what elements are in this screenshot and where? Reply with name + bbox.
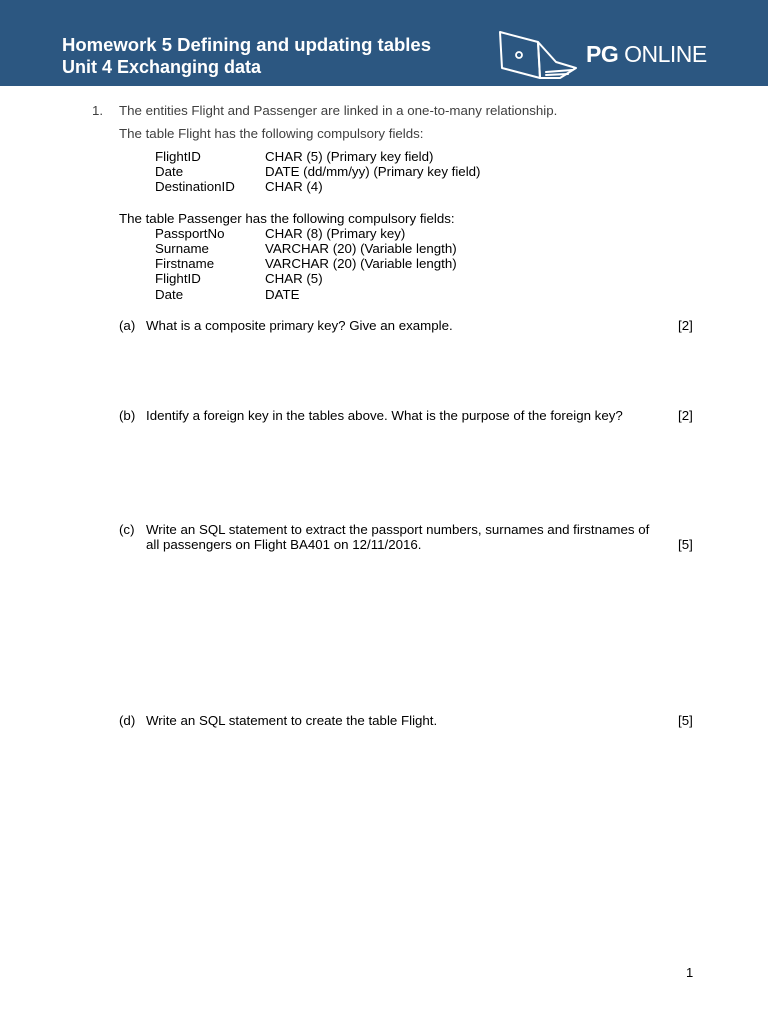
part-marks: [5] <box>678 537 693 552</box>
field-name: Date <box>155 164 184 179</box>
field-type: VARCHAR (20) (Variable length) <box>265 256 457 271</box>
part-text: What is a composite primary key? Give an example. <box>146 318 453 333</box>
document-subtitle: Unit 4 Exchanging data <box>62 57 262 77</box>
part-label: (d) <box>119 713 136 728</box>
flight-table-intro: The table Flight has the following compulsory fields: <box>119 126 424 141</box>
part-label: (c) <box>119 522 135 537</box>
part-text: Write an SQL statement to create the table Flight. <box>146 713 438 728</box>
field-name: DestinationID <box>155 179 235 194</box>
brand-logo <box>586 41 707 68</box>
part-marks: [2] <box>678 408 693 423</box>
question-intro: The entities Flight and Passenger are linked in a one-to-many relationship. <box>119 103 558 118</box>
field-type: CHAR (5) (Primary key field) <box>265 149 434 164</box>
part-label: (a) <box>119 318 136 333</box>
field-type: VARCHAR (20) (Variable length) <box>265 241 457 256</box>
part-text: Identify a foreign key in the tables above. What is the purpose of the foreign key? <box>146 408 623 423</box>
page-number: 1 <box>686 965 694 980</box>
field-type: CHAR (4) <box>265 179 323 194</box>
logo-rest-text: ONLINE <box>618 41 707 67</box>
field-type: DATE <box>265 287 300 302</box>
part-label: (b) <box>119 408 136 423</box>
field-name: FlightID <box>155 149 201 164</box>
field-type: CHAR (8) (Primary key) <box>265 226 406 241</box>
laptop-icon <box>494 28 578 80</box>
field-name: Date <box>155 287 184 302</box>
part-marks: [5] <box>678 713 693 728</box>
field-name: PassportNo <box>155 226 225 241</box>
document-title: Homework 5 Defining and updating tables <box>62 34 432 55</box>
logo-bold-text: PG <box>586 41 619 67</box>
part-marks: [2] <box>678 318 693 333</box>
field-name: Surname <box>155 241 209 256</box>
question-number: 1. <box>92 103 104 118</box>
part-text-line2: all passengers on Flight BA401 on 12/11/2016. <box>146 537 422 552</box>
part-text: Write an SQL statement to extract the passport numbers, surnames and firstnames of <box>146 522 650 537</box>
field-type: CHAR (5) <box>265 271 323 286</box>
field-name: Firstname <box>155 256 215 271</box>
header-banner <box>0 0 768 86</box>
passenger-table-intro: The table Passenger has the following compulsory fields: <box>119 211 455 226</box>
field-name: FlightID <box>155 271 201 286</box>
field-type: DATE (dd/mm/yy) (Primary key field) <box>265 164 481 179</box>
